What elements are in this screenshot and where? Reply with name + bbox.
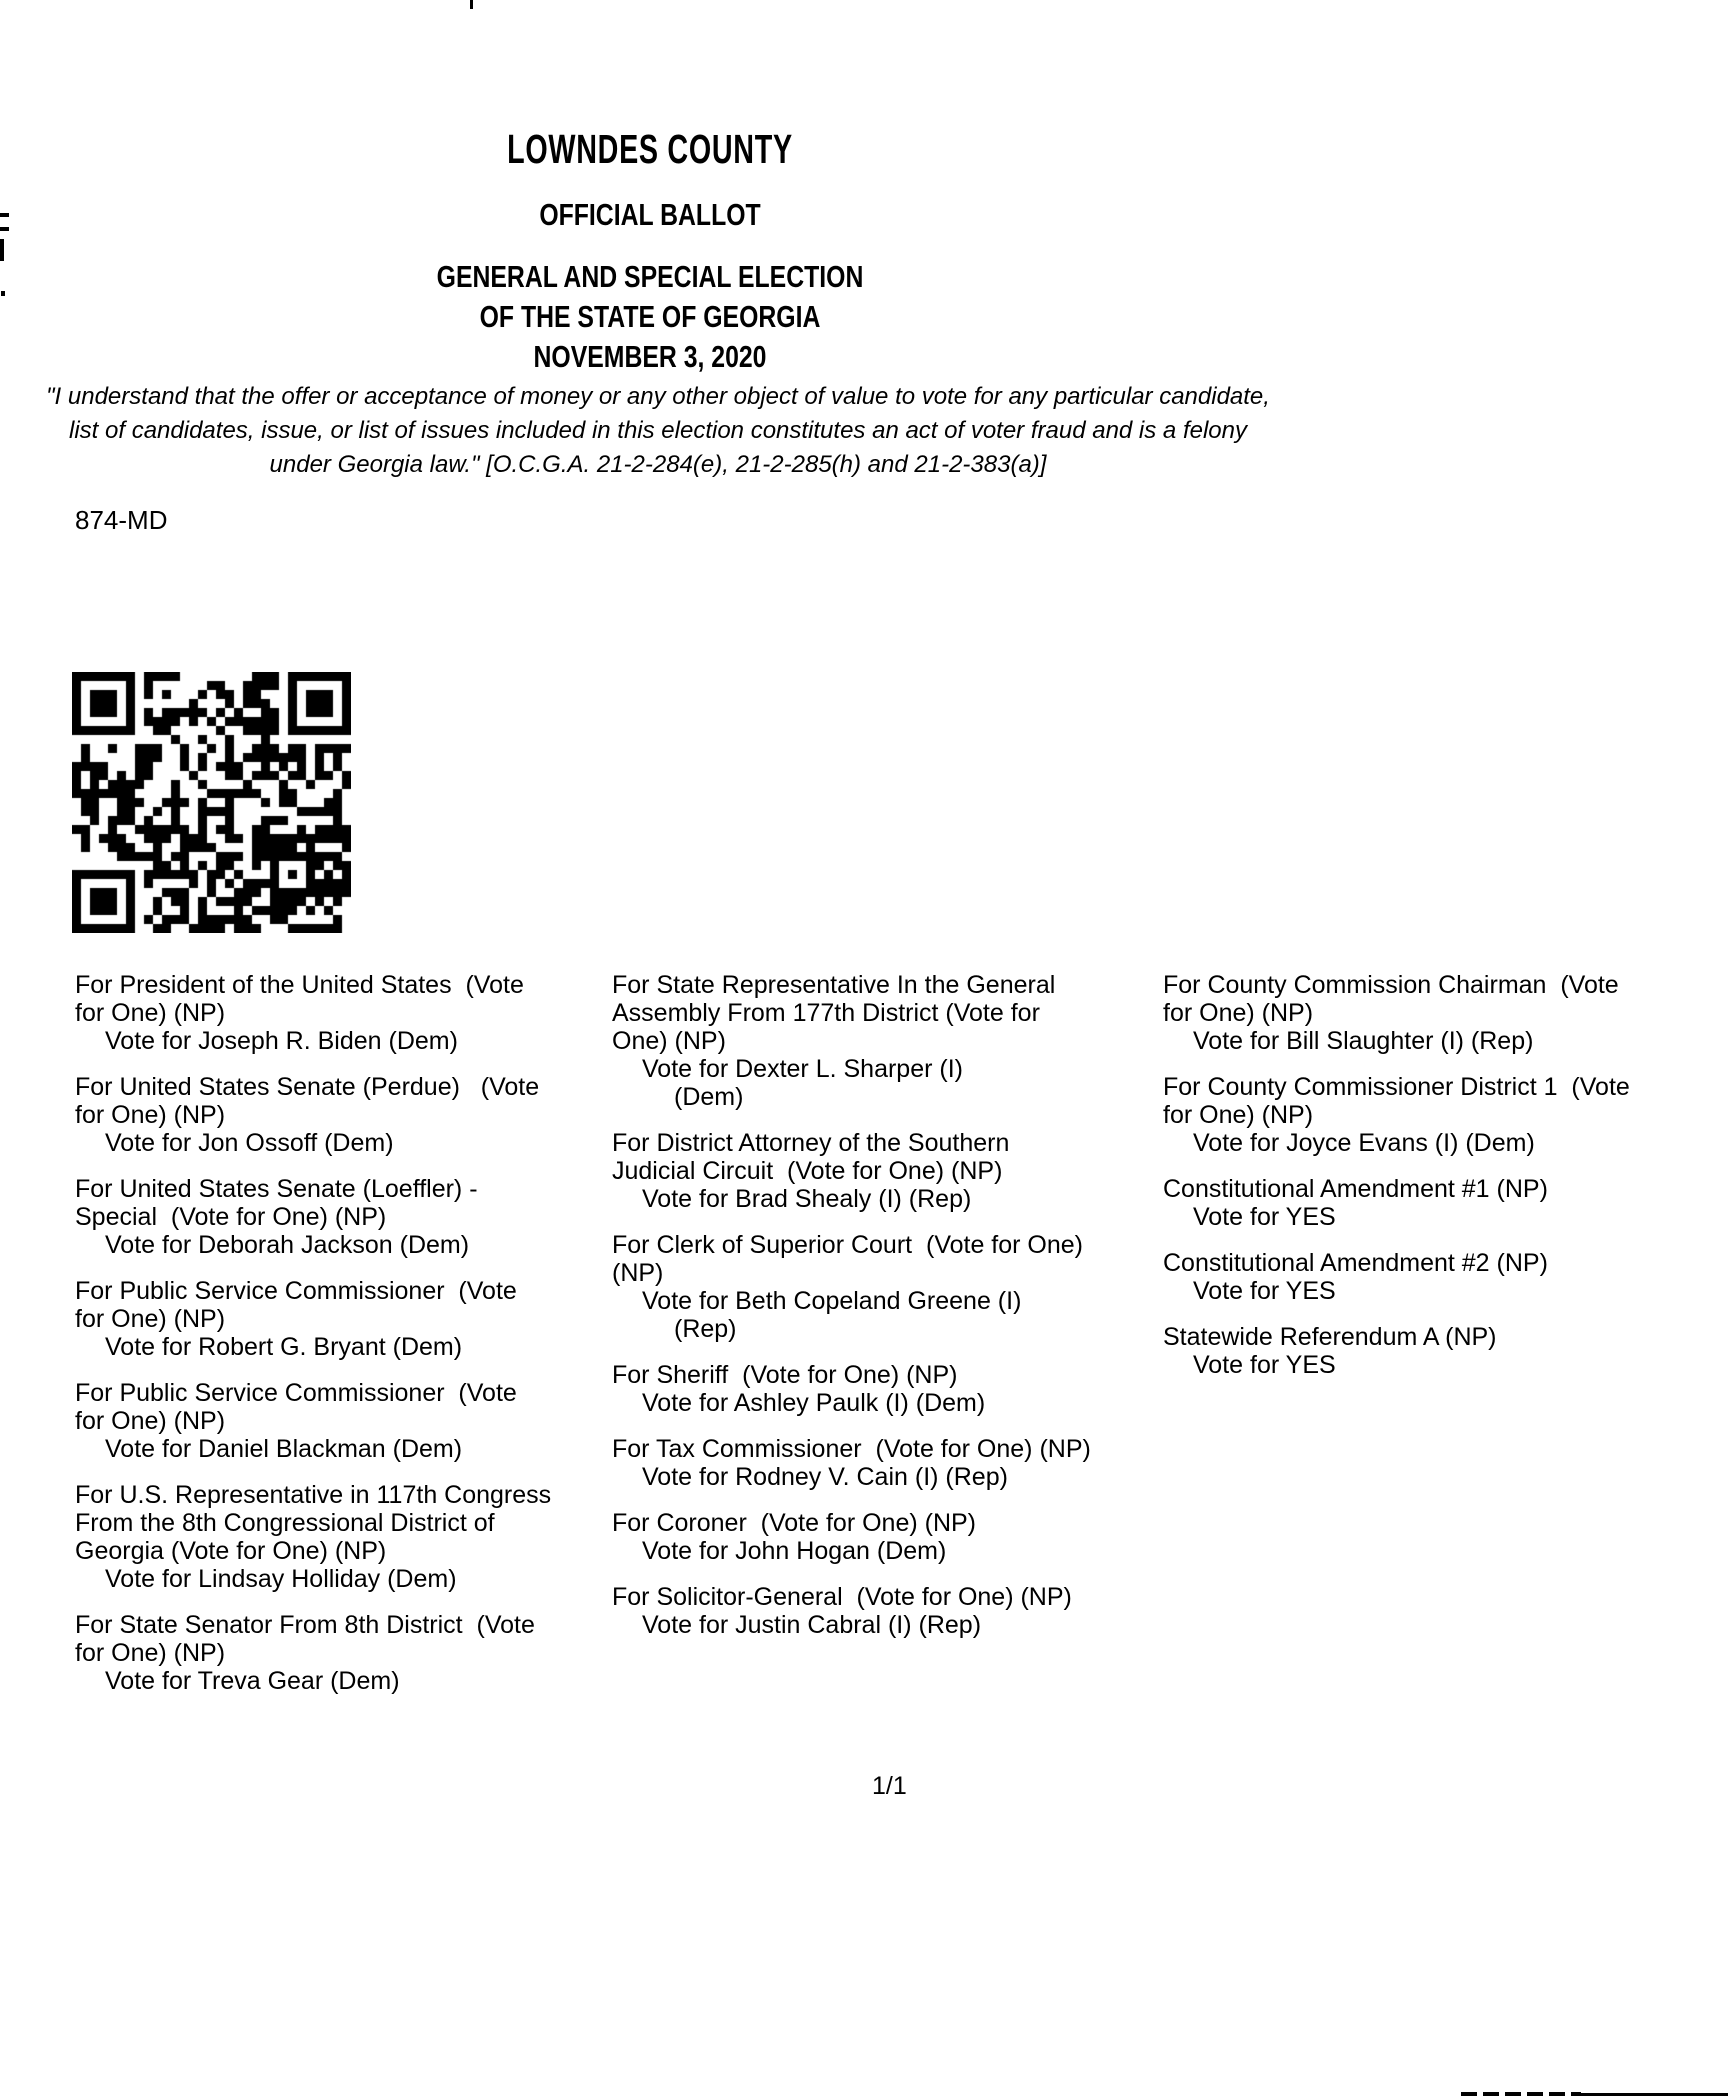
- contest-title-line: For Sheriff (Vote for One) (NP): [612, 1361, 958, 1389]
- contest-title-line: Georgia (Vote for One) (NP): [75, 1537, 387, 1565]
- contest-title-line: Statewide Referendum A (NP): [1163, 1323, 1497, 1351]
- contest-title-line: for One) (NP): [75, 999, 226, 1027]
- contest-vote-line: Vote for Justin Cabral (I) (Rep): [642, 1611, 982, 1639]
- contest-title-line: for One) (NP): [75, 1639, 226, 1667]
- contest: [612, 1509, 1147, 1565]
- election-region: OF THE STATE OF GEORGIA: [479, 299, 821, 334]
- contest-title-line: For President of the United States (Vote: [75, 971, 524, 999]
- contest-vote-line: Vote for Lindsay Holliday (Dem): [105, 1565, 457, 1593]
- contest: [75, 1073, 600, 1157]
- contest: [612, 1435, 1147, 1491]
- contest-title-line: for One) (NP): [75, 1305, 226, 1333]
- contest-vote-line: Vote for Joseph R. Biden (Dem): [105, 1027, 458, 1055]
- scan-artifact: [0, 239, 4, 261]
- contest-title-line: For Solicitor-General (Vote for One) (NP): [612, 1583, 1072, 1611]
- contest: [612, 1361, 1147, 1417]
- contest: [1163, 971, 1728, 1055]
- contest-title-line: For Coroner (Vote for One) (NP): [612, 1509, 977, 1537]
- contest-vote-line: Vote for YES: [1193, 1203, 1336, 1231]
- scan-artifact: [1461, 2092, 1581, 2096]
- ballot-type: OFFICIAL BALLOT: [539, 197, 761, 232]
- contest-title-line: Judicial Circuit (Vote for One) (NP): [612, 1157, 1003, 1185]
- contest-vote-line: Vote for Robert G. Bryant (Dem): [105, 1333, 463, 1361]
- contest-title-line: (NP): [612, 1259, 664, 1287]
- contest-vote-line: Vote for Beth Copeland Greene (I): [642, 1287, 1022, 1315]
- scan-artifact: [0, 227, 9, 231]
- election-name: GENERAL AND SPECIAL ELECTION: [436, 259, 864, 294]
- contest-title-line: For State Senator From 8th District (Vote: [75, 1611, 535, 1639]
- scan-artifact: [1, 291, 5, 296]
- contest-title-line: For Clerk of Superior Court (Vote for One): [612, 1231, 1084, 1259]
- contest-vote-line: Vote for Daniel Blackman (Dem): [105, 1435, 463, 1463]
- contest-title-line: For Tax Commissioner (Vote for One) (NP): [612, 1435, 1091, 1463]
- contest: [612, 1129, 1147, 1213]
- contest-title-line: For Public Service Commissioner (Vote: [75, 1379, 517, 1407]
- scan-artifact: [470, 0, 473, 9]
- fraud-notice-line: under Georgia law." [O.C.G.A. 21-2-284(e), 21-2-285(h) and 21-2-383(a)]: [269, 451, 1047, 478]
- fraud-notice: [8, 380, 1308, 482]
- fraud-notice-line: list of candidates, issue, or list of issues included in this election constitutes an act of voter fraud and is a felony: [69, 417, 1247, 444]
- contest: [75, 1481, 600, 1593]
- contest-title-line: From the 8th Congressional District of: [75, 1509, 495, 1537]
- contest: [75, 1611, 600, 1695]
- contest-vote-line: (Rep): [674, 1315, 737, 1343]
- contest-title-line: For District Attorney of the Southern: [612, 1129, 1010, 1157]
- county-title: LOWNDES COUNTY: [507, 126, 793, 172]
- contest-vote-line: Vote for Dexter L. Sharper (I): [642, 1055, 963, 1083]
- contest: [612, 971, 1147, 1111]
- contest-vote-line: Vote for Treva Gear (Dem): [105, 1667, 400, 1695]
- contest-column-3: [1163, 971, 1728, 1397]
- scan-artifact: [1581, 2093, 1728, 2096]
- ballot-style-code: 874-MD: [75, 505, 168, 535]
- contest-vote-line: Vote for Deborah Jackson (Dem): [105, 1231, 470, 1259]
- contest-title-line: Constitutional Amendment #1 (NP): [1163, 1175, 1548, 1203]
- contest-title-line: For State Representative In the General: [612, 971, 1056, 999]
- contest-vote-line: (Dem): [674, 1083, 744, 1111]
- qr-code: [72, 672, 351, 933]
- contest-vote-line: Vote for Brad Shealy (I) (Rep): [642, 1185, 972, 1213]
- contest-vote-line: Vote for Ashley Paulk (I) (Dem): [642, 1389, 986, 1417]
- title-block: [200, 126, 1100, 377]
- contest: [1163, 1175, 1728, 1231]
- contest: [75, 1175, 600, 1259]
- contest-vote-line: Vote for Bill Slaughter (I) (Rep): [1193, 1027, 1534, 1055]
- fraud-notice-line: "I understand that the offer or acceptance of money or any other object of value to vote for any particular candidate,: [46, 383, 1270, 410]
- contest-vote-line: Vote for Jon Ossoff (Dem): [105, 1129, 394, 1157]
- contest: [1163, 1323, 1728, 1379]
- contest-title-line: Special (Vote for One) (NP): [75, 1203, 387, 1231]
- contest: [75, 971, 600, 1055]
- contest-title-line: For Public Service Commissioner (Vote: [75, 1277, 517, 1305]
- contest-title-line: For County Commissioner District 1 (Vote: [1163, 1073, 1630, 1101]
- page-number: 1/1: [872, 1772, 907, 1800]
- contest-vote-line: Vote for YES: [1193, 1351, 1336, 1379]
- contest: [1163, 1073, 1728, 1157]
- contest-title-line: for One) (NP): [1163, 1101, 1314, 1129]
- contest: [75, 1379, 600, 1463]
- contest-title-line: For United States Senate (Loeffler) -: [75, 1175, 478, 1203]
- election-date: NOVEMBER 3, 2020: [533, 339, 767, 374]
- contest-vote-line: Vote for Rodney V. Cain (I) (Rep): [642, 1463, 1008, 1491]
- contest-title-line: for One) (NP): [75, 1101, 226, 1129]
- scan-artifact: [0, 213, 9, 217]
- contest: [612, 1231, 1147, 1343]
- contest-title-line: Assembly From 177th District (Vote for: [612, 999, 1040, 1027]
- contest-title-line: For County Commission Chairman (Vote: [1163, 971, 1619, 999]
- contest-title-line: For United States Senate (Perdue) (Vote: [75, 1073, 540, 1101]
- contest-title-line: One) (NP): [612, 1027, 726, 1055]
- contest-vote-line: Vote for Joyce Evans (I) (Dem): [1193, 1129, 1535, 1157]
- contest: [612, 1583, 1147, 1639]
- contest-title-line: For U.S. Representative in 117th Congress: [75, 1481, 552, 1509]
- contest: [1163, 1249, 1728, 1305]
- contest-column-2: [612, 971, 1147, 1657]
- contest-vote-line: Vote for John Hogan (Dem): [642, 1537, 947, 1565]
- contest-title-line: Constitutional Amendment #2 (NP): [1163, 1249, 1548, 1277]
- contest-column-1: [75, 971, 600, 1713]
- contest-title-line: for One) (NP): [75, 1407, 226, 1435]
- contest-title-line: for One) (NP): [1163, 999, 1314, 1027]
- contest: [75, 1277, 600, 1361]
- contest-vote-line: Vote for YES: [1193, 1277, 1336, 1305]
